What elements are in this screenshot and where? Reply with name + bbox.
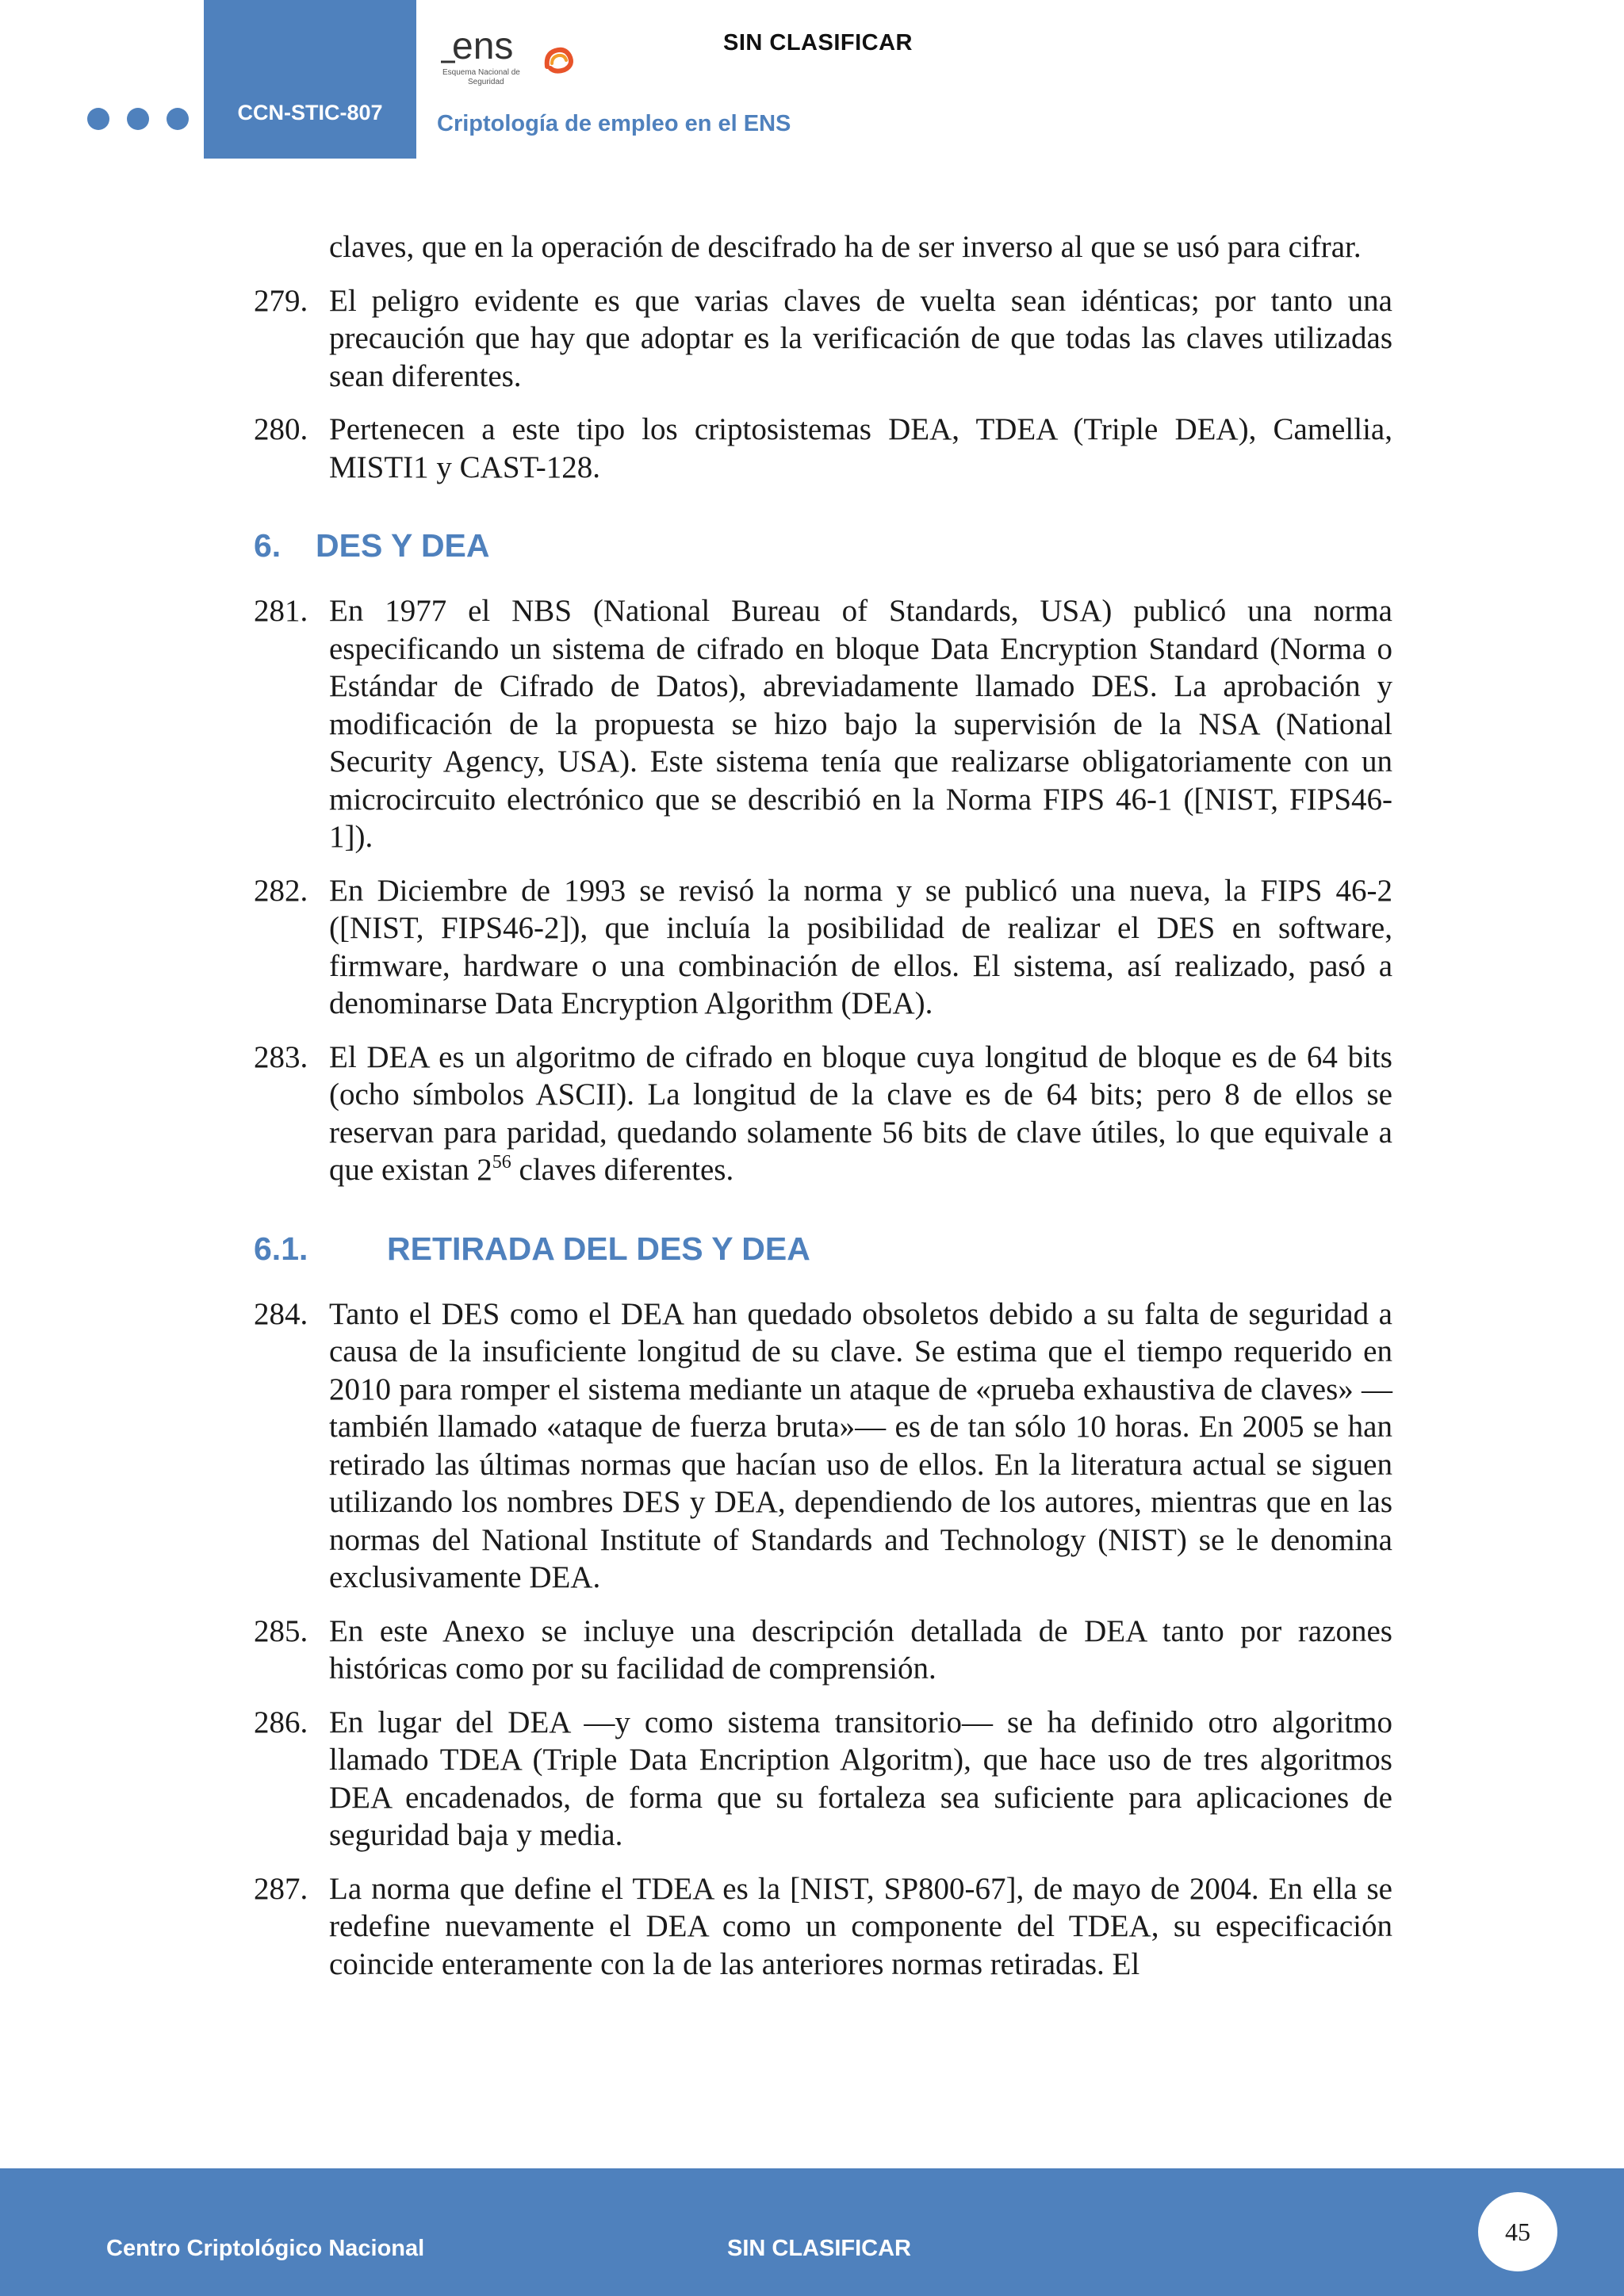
paragraph-number: 281. xyxy=(254,594,308,628)
paragraph-number: 282. xyxy=(254,873,308,908)
paragraph-282 xyxy=(254,872,1392,1023)
section-heading-6-1 xyxy=(254,1229,1392,1269)
paragraph-text-b: claves diferentes. xyxy=(511,1153,734,1187)
section-heading-6 xyxy=(254,526,1392,565)
logo-accent-icon xyxy=(547,50,571,71)
section-title: RETIRADA DEL DES Y DEA xyxy=(387,1230,810,1267)
paragraph-text: En lugar del DEA —y como sistema transitorio— se ha definido otro algoritmo llamado TDEA (Triple Data Encription Algoritm), que hace uso de tres algoritmos DEA encadenados, de forma que su fortaleza sea suficiente para aplicaciones de seguridad baja y media. xyxy=(329,1705,1392,1852)
footer-classification: SIN CLASIFICAR xyxy=(727,2236,911,2261)
paragraph-text: La norma que define el TDEA es la [NIST, SP800-67], de mayo de 2004. En ella se redefine nuevamente el DEA como un componente del TDEA, su especificación coincide enteramente con la de las anteriores normas retiradas. El xyxy=(329,1871,1392,1981)
paragraph-number: 283. xyxy=(254,1039,308,1074)
paragraph-number: 279. xyxy=(254,283,308,318)
section-number: 6. xyxy=(254,527,282,564)
paragraph-284 xyxy=(254,1295,1392,1597)
paragraph-285 xyxy=(254,1613,1392,1688)
paragraph-text: Tanto el DES como el DEA han quedado obsoletos debido a su falta de seguridad a causa de la insuficiente longitud de su clave. Se estima que el tiempo requerido en 2010 para romper el sistema mediante un ataque de «prueba exhaustiva de claves» —también llamado «ataque de fuerza bruta»— es de tan sólo 10 horas. En 2005 se han retirado las últimas normas que hacían uso de ellos. En la literatura actual se siguen utilizando los nombres DES y DEA, dependiendo de los autores, mientras que en las normas del National Institute of Standards and Technology (NIST) se le denomina exclusivamente DEA. xyxy=(329,1296,1392,1594)
ens-logo xyxy=(441,27,584,90)
header-subtitle: Criptología de empleo en el ENS xyxy=(437,111,791,136)
dot-3 xyxy=(167,108,189,130)
paragraph-283 xyxy=(254,1039,1392,1189)
exponent: 56 xyxy=(492,1152,511,1173)
paragraph-text: En este Anexo se incluye una descripción detallada de DEA tanto por razones históricas como por su facilidad de comprensión. xyxy=(329,1613,1392,1686)
paragraph-number: 285. xyxy=(254,1613,308,1648)
logo-tagline-2: Seguridad xyxy=(468,78,504,86)
paragraph-280 xyxy=(254,411,1392,486)
paragraph-number: 287. xyxy=(254,1871,308,1906)
section-title: DES Y DEA xyxy=(316,527,490,564)
paragraph-279 xyxy=(254,282,1392,396)
paragraph-286 xyxy=(254,1704,1392,1854)
header-classification: SIN CLASIFICAR xyxy=(723,30,913,55)
logo-wordmark: ens xyxy=(452,27,514,67)
page-number xyxy=(1478,2192,1557,2271)
page-footer xyxy=(0,2168,1624,2296)
header-dots xyxy=(87,108,189,130)
paragraph-number: 280. xyxy=(254,412,308,446)
section-number: 6.1. xyxy=(254,1230,308,1267)
paragraph-text: El peligro evidente es que varias claves de vuelta sean idénticas; por tanto una precaución que hay que adoptar es la verificación de que todas las claves utilizadas sean diferentes. xyxy=(329,283,1392,393)
page-number-text: 45 xyxy=(1505,2217,1530,2246)
doc-code: CCN-STIC-807 xyxy=(237,101,383,124)
paragraph-number: 284. xyxy=(254,1296,308,1331)
dot-1 xyxy=(87,108,109,130)
paragraph-287 xyxy=(254,1870,1392,1984)
document-body xyxy=(254,228,1392,1999)
paragraph-text: En Diciembre de 1993 se revisó la norma y se publicó una nueva, la FIPS 46-2 ([NIST, FIPS46-2]), que incluía la posibilidad de realizar el DES en software, firmware, hardware o una combinación de ellos. El sistema, así realizado, pasó a denominarse Data Encryption Algorithm (DEA). xyxy=(329,873,1392,1020)
doc-code-box xyxy=(204,0,416,159)
paragraph-text-a: El DEA es un algoritmo de cifrado en bloque cuya longitud de bloque es de 64 bits (ocho símbolos ASCII). La longitud de la clave es de 64 bits; pero 8 de ellos se reservan para paridad, quedando solamente 56 bits de clave útiles, lo que equivale a que existan 2 xyxy=(329,1039,1392,1187)
logo-tagline-1: Esquema Nacional de xyxy=(442,68,520,77)
paragraph-number: 286. xyxy=(254,1705,308,1739)
paragraph-text: claves, que en la operación de descifrado ha de ser inverso al que se usó para cifrar. xyxy=(329,230,1362,264)
paragraph-281 xyxy=(254,592,1392,856)
paragraph-text: En 1977 el NBS (National Bureau of Standards, USA) publicó una norma especificando un sistema de cifrado en bloque Data Encryption Standard (Norma o Estándar de Cifrado de Datos), abreviadamente llamado DES. La aprobación y modificación de la propuesta se hizo bajo la supervisión de la NSA (National Security Agency, USA). Este sistema tenía que realizarse obligatoriamente con un microcircuito electrónico que se describió en la Norma FIPS 46-1 ([NIST, FIPS46-1]). xyxy=(329,594,1392,854)
paragraph-text xyxy=(329,1040,1392,1188)
paragraph-text: Pertenecen a este tipo los criptosistemas DEA, TDEA (Triple DEA), Camellia, MISTI1 y CAST-128. xyxy=(329,412,1392,484)
paragraph-continued xyxy=(254,228,1392,266)
footer-organization: Centro Criptológico Nacional xyxy=(106,2236,425,2261)
dot-2 xyxy=(127,108,149,130)
